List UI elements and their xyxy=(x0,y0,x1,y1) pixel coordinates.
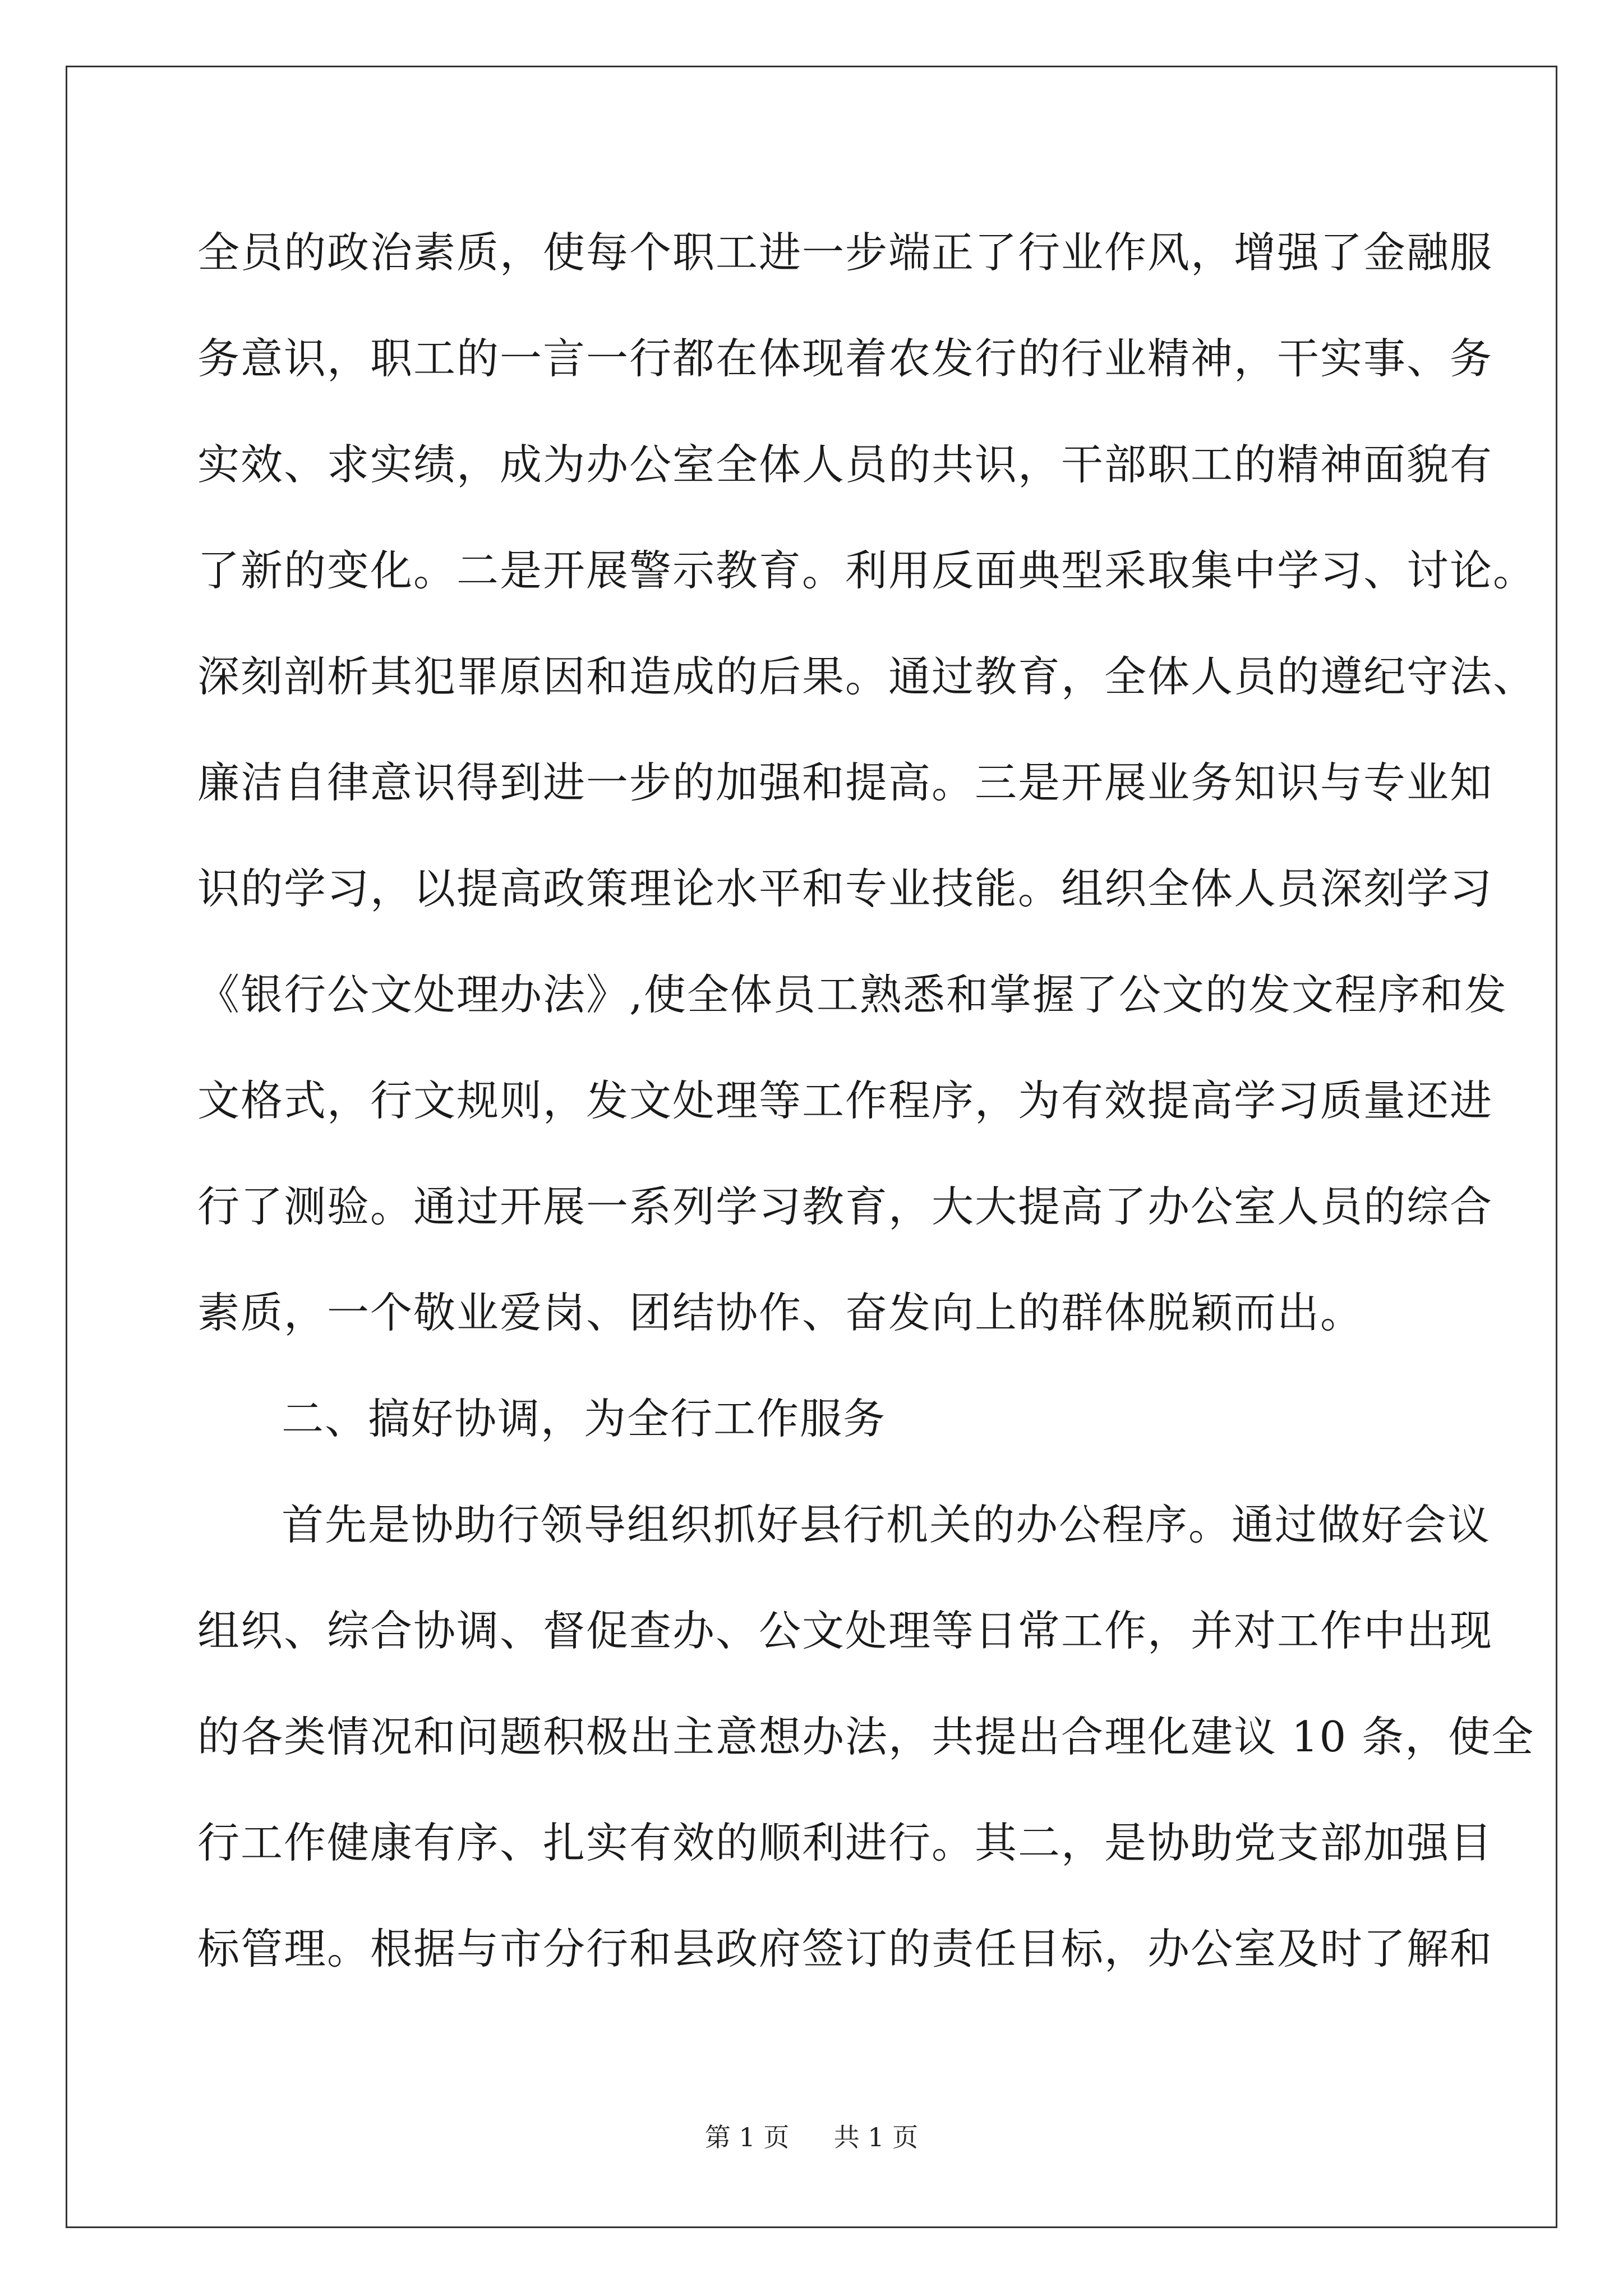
text-line: 《银行公文处理办法》,使全体员工熟悉和掌握了公文的发文程序和发 xyxy=(197,970,1507,1019)
page-footer xyxy=(0,2120,1623,2154)
text-line: 识的学习，以提高政策理论水平和专业技能。组织全体人员深刻学习 xyxy=(197,864,1493,913)
page-number-total: 共 1 页 xyxy=(833,2122,919,2152)
text-line: 组织、综合协调、督促查办、公文处理等日常工作，并对工作中出现 xyxy=(197,1606,1493,1655)
text-line: 了新的变化。二是开展警示教育。利用反面典型采取集中学习、讨论。 xyxy=(197,546,1537,595)
page-number-current: 第 1 页 xyxy=(704,2122,790,2152)
text-line: 务意识，职工的一言一行都在体现着农发行的行业精神，干实事、务 xyxy=(197,334,1493,383)
text-line: 行了测验。通过开展一系列学习教育，大大提高了办公室人员的综合 xyxy=(197,1182,1493,1231)
text-line: 全员的政治素质，使每个职工进一步端正了行业作风，增强了金融服 xyxy=(197,228,1493,277)
text-line: 首先是协助行领导组织抓好县行机关的办公程序。通过做好会议 xyxy=(282,1500,1491,1549)
text-line: 实效、求实绩，成为办公室全体人员的共识，干部职工的精神面貌有 xyxy=(197,440,1493,489)
text-line: 素质，一个敬业爱岗、团结协作、奋发向上的群体脱颖而出。 xyxy=(197,1288,1364,1337)
text-line: 深刻剖析其犯罪原因和造成的后果。通过教育，全体人员的遵纪守法、 xyxy=(197,652,1537,701)
text-line: 的各类情况和问题积极出主意想办法，共提出合理化建议 10 条，使全 xyxy=(197,1712,1535,1761)
text-line: 廉洁自律意识得到进一步的加强和提高。三是开展业务知识与专业知 xyxy=(197,758,1493,807)
text-line: 标管理。根据与市分行和县政府签订的责任目标，办公室及时了解和 xyxy=(197,1924,1493,1973)
text-line: 文格式，行文规则，发文处理等工作程序，为有效提高学习质量还进 xyxy=(197,1076,1493,1125)
text-line: 行工作健康有序、扎实有效的顺利进行。其二，是协助党支部加强目 xyxy=(197,1818,1493,1867)
section-heading: 二、搞好协调，为全行工作服务 xyxy=(282,1394,887,1443)
